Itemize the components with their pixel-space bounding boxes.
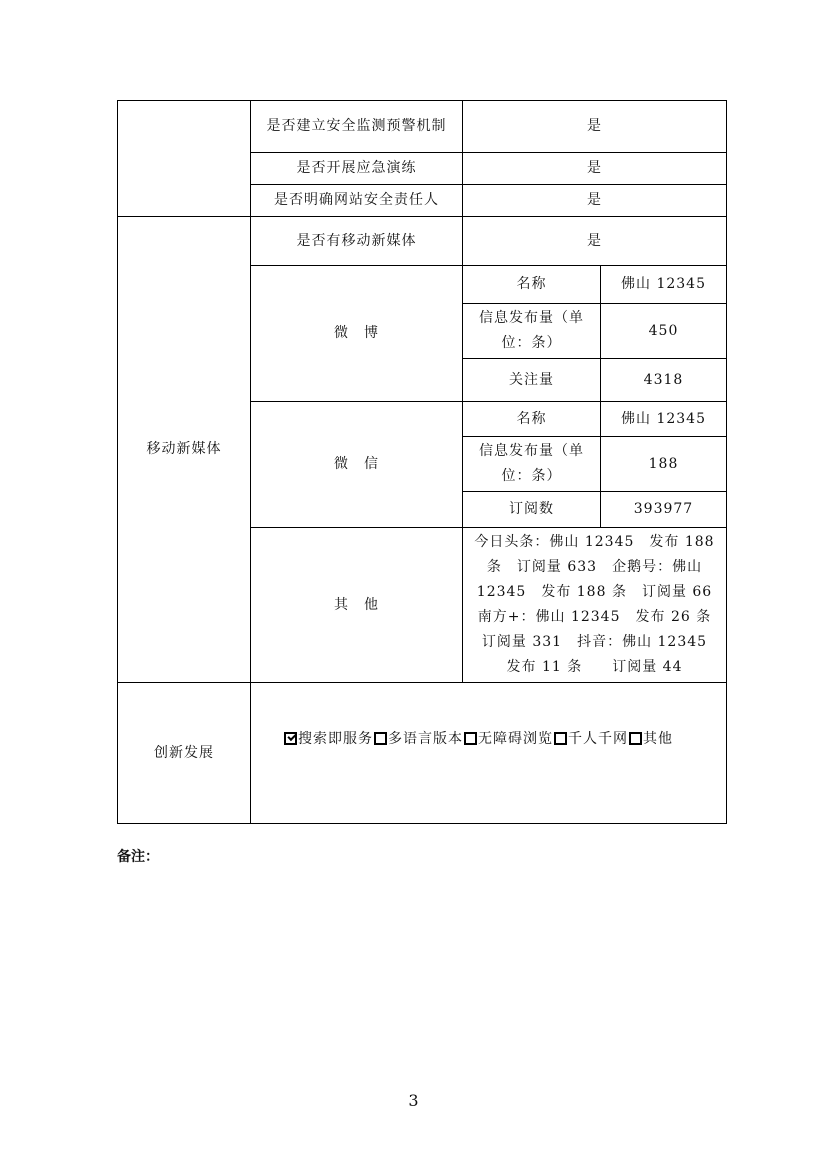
remark-label: 备注：	[117, 849, 159, 865]
innovation-label: 创新发展	[118, 683, 251, 824]
has-media-label: 是否有移动新媒体	[251, 217, 463, 266]
table-row	[118, 101, 727, 153]
report-table	[117, 100, 727, 824]
drill-label: 是否开展应急演练	[251, 153, 463, 185]
drill-value: 是	[463, 153, 727, 185]
owner-value: 是	[463, 185, 727, 217]
wechat-posts-value: 188	[601, 437, 727, 492]
table-row	[118, 683, 727, 824]
weibo-posts-label: 信息发布量（单位：条）	[463, 304, 601, 359]
table-row	[118, 217, 727, 266]
checkbox-checked-icon[interactable]	[284, 732, 297, 745]
option-other[interactable]: 其他	[628, 731, 673, 747]
weibo-followers-label: 关注量	[463, 359, 601, 402]
weibo-posts-value: 450	[601, 304, 727, 359]
option-accessibility[interactable]: 无障碍浏览	[463, 731, 553, 747]
checkbox-icon[interactable]	[464, 732, 477, 745]
innovation-options	[251, 683, 727, 824]
monitor-value: 是	[463, 101, 727, 153]
weibo-followers-value: 4318	[601, 359, 727, 402]
has-media-value: 是	[463, 217, 727, 266]
monitor-label: 是否建立安全监测预警机制	[251, 101, 463, 153]
checkbox-icon[interactable]	[374, 732, 387, 745]
weibo-name-label: 名称	[463, 266, 601, 304]
weibo-name-value: 佛山 12345	[601, 266, 727, 304]
wechat-name-value: 佛山 12345	[601, 402, 727, 437]
weibo-label: 微 博	[251, 266, 463, 402]
page-number: 3	[408, 1091, 419, 1110]
option-search-service[interactable]: 搜索即服务	[283, 731, 373, 747]
option-personalized[interactable]: 千人千网	[553, 731, 628, 747]
media-section-label: 移动新媒体	[118, 217, 251, 683]
other-media-label: 其 他	[251, 528, 463, 683]
checkbox-icon[interactable]	[629, 732, 642, 745]
wechat-posts-label: 信息发布量（单位：条）	[463, 437, 601, 492]
wechat-name-label: 名称	[463, 402, 601, 437]
option-multilanguage[interactable]: 多语言版本	[373, 731, 463, 747]
checkbox-icon[interactable]	[554, 732, 567, 745]
wechat-subs-value: 393977	[601, 492, 727, 528]
owner-label: 是否明确网站安全责任人	[251, 185, 463, 217]
wechat-label: 微 信	[251, 402, 463, 528]
wechat-subs-label: 订阅数	[463, 492, 601, 528]
security-section-cell	[118, 101, 251, 217]
other-media-text: 今日头条：佛山 12345 发布 188 条 订阅量 633 企鹅号：佛山 12345 发布 188 条 订阅量 66 南方+：佛山 12345 发布 26 条 订阅量 331 抖音：佛山 12345 发布 11 条 订阅量 44	[463, 528, 727, 683]
